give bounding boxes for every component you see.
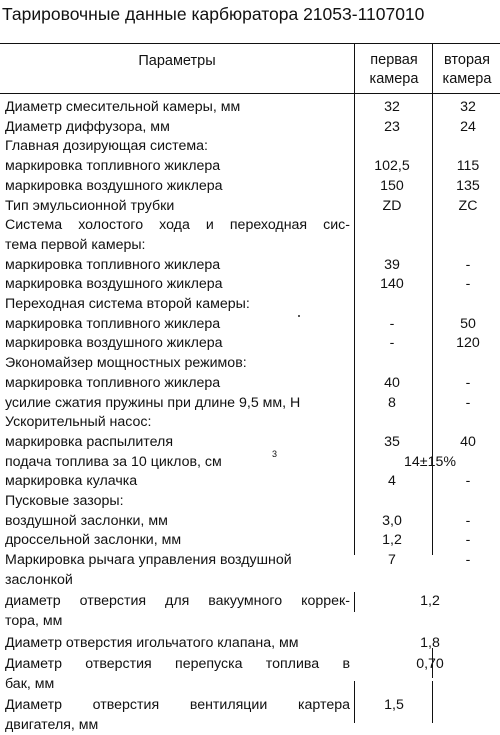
row-parameter: маркировка топливного жиклера [5,158,221,175]
row-value-first-chamber: - [389,315,395,332]
row-value-first-chamber: 35 [384,433,400,450]
row-value-second-chamber: - [465,374,471,391]
table-row [0,654,500,674]
row-value-first-chamber: 23 [384,118,400,135]
header-rule [0,93,500,94]
table-row [0,117,500,137]
row-parameter: Диаметр смесительной камеры, мм [5,99,241,115]
row-value-second-chamber: 120 [456,335,480,352]
row-parameter: Пусковые зазоры: [5,493,124,509]
calibration-table [0,43,500,733]
row-parameter: Переходная система второй камеры: [5,296,250,312]
row-parameter: маркировка топливного жиклера [5,374,221,391]
header-second-chamber-line1: вторая [444,52,490,68]
row-value-second-chamber: 24 [460,118,476,135]
table-row-continuation [0,674,500,694]
row-value-second-chamber: 32 [460,99,476,115]
header-first-chamber-line1: первая [370,52,418,68]
row-value-second-chamber: - [465,512,471,529]
row-parameter: маркировка распылителя [5,433,174,450]
row-parameter: Диаметр отверстия игольчатого клапана, мм [5,635,299,651]
row-value-span: 1,8 [420,635,440,651]
row-value-second-chamber: 115 [456,158,480,175]
row-parameter: Маркировка рычага управления воздушной [5,552,292,569]
row-value-first-chamber: 32 [384,99,400,115]
header-first-chamber-line2: камера [369,71,419,87]
document-title: Тарировочные данные карбюратора 21053-1107010 [2,4,425,24]
row-parameter: Диаметр отверстия вентиляции картера [5,697,350,713]
table-row [0,373,500,393]
table-top-rule [0,43,500,44]
row-parameter: Диаметр отверстия перепуска топлива в [5,656,350,672]
row-value-second-chamber: 40 [460,433,476,450]
table-row [0,412,500,432]
row-parameter: тема первой камеры: [5,236,146,253]
table-row [0,235,500,255]
row-parameter: маркировка топливного жиклера [5,256,221,273]
row-parameter: двигателя, мм [5,717,99,733]
row-value-first-chamber: 102,5 [374,158,410,175]
row-value-second-chamber: - [465,552,471,569]
table-row [0,97,500,117]
row-value-first-chamber: 39 [384,256,400,273]
header-first-chamber [356,51,432,89]
row-parameter: диаметр отверстия для вакуумного коррек- [5,593,350,609]
row-value-first-chamber: 4 [388,473,396,490]
table-row [0,432,500,452]
table-row [0,695,500,715]
row-parameter: Тип эмульсионной трубки [5,197,175,214]
row-value-span: 14±15% [404,453,456,470]
row-value-span: 1,5 [384,697,404,713]
row-value-first-chamber: 8 [388,394,396,411]
row-value-second-chamber: 50 [460,315,476,332]
table-row [0,136,500,156]
row-value-first-chamber: 40 [384,374,400,391]
table-row [0,491,500,511]
row-value-first-chamber: 150 [380,177,404,194]
table-row [0,471,500,491]
table-row [0,353,500,373]
row-parameter: Диаметр диффузора, мм [5,118,170,135]
table-row [0,215,500,235]
row-value-span: 1,2 [420,593,440,609]
table-row [0,530,500,550]
row-value-second-chamber: - [465,276,471,293]
table-row [0,633,500,653]
row-value-first-chamber: ZD [382,197,402,214]
table-row: подача топлива за 10 циклов, см 3 14±15% [0,452,500,472]
header-second-chamber [434,51,500,89]
row-value-first-chamber: 3,0 [382,512,402,529]
row-parameter: усилие сжатия пружины при длине 9,5 мм, Н [5,394,301,411]
row-value-second-chamber: - [465,532,471,549]
row-parameter: маркировка воздушного жиклера [5,177,223,194]
row-parameter: Главная дозирующая система: [5,138,208,155]
row-value-second-chamber: 135 [456,177,480,194]
row-value-first-chamber: 7 [388,552,396,569]
print-speck [298,315,300,317]
table-row [0,176,500,196]
table-row [0,294,500,314]
table-row [0,333,500,353]
table-row [0,255,500,275]
row-parameter: тора, мм [5,613,63,629]
table-row [0,591,500,611]
row-value-second-chamber: - [465,473,471,490]
row-value-span: 0,70 [416,656,444,672]
row-value-first-chamber: - [389,335,395,352]
row-parameter: воздушной заслонки, мм [5,512,168,529]
row-value-second-chamber: - [465,256,471,273]
row-parameter: Система холостого хода и переходная сис- [5,217,350,234]
row-value-second-chamber: - [465,394,471,411]
header-second-chamber-line2: камера [442,71,492,87]
table-row [0,156,500,176]
row-parameter: маркировка воздушного жиклера [5,335,223,352]
row-parameter: Ускорительный насос: [5,414,152,431]
table-row-continuation [0,715,500,735]
row-parameter: маркировка кулачка [5,473,138,490]
row-parameter: дроссельной заслонки, мм [5,532,182,549]
row-parameter: маркировка воздушного жиклера [5,276,223,293]
row-parameter: маркировка топливного жиклера [5,315,221,332]
row-parameter: бак, мм [5,676,55,692]
table-row [0,196,500,216]
table-row [0,314,500,334]
row-parameter: подача топлива за 10 циклов, см [5,453,222,470]
row-parameter: Экономайзер мощностных режимов: [5,355,247,372]
row-value-first-chamber: 1,2 [382,532,402,549]
row-value-first-chamber: 140 [380,276,404,293]
header-parameters: Параметры [138,53,216,69]
table-row [0,274,500,294]
table-row [0,570,500,590]
row-parameter: заслонкой [5,571,73,588]
row-value-second-chamber: ZC [458,197,478,214]
table-row [0,550,500,570]
table-row [0,511,500,531]
table-row-continuation [0,611,500,631]
table-row [0,393,500,413]
